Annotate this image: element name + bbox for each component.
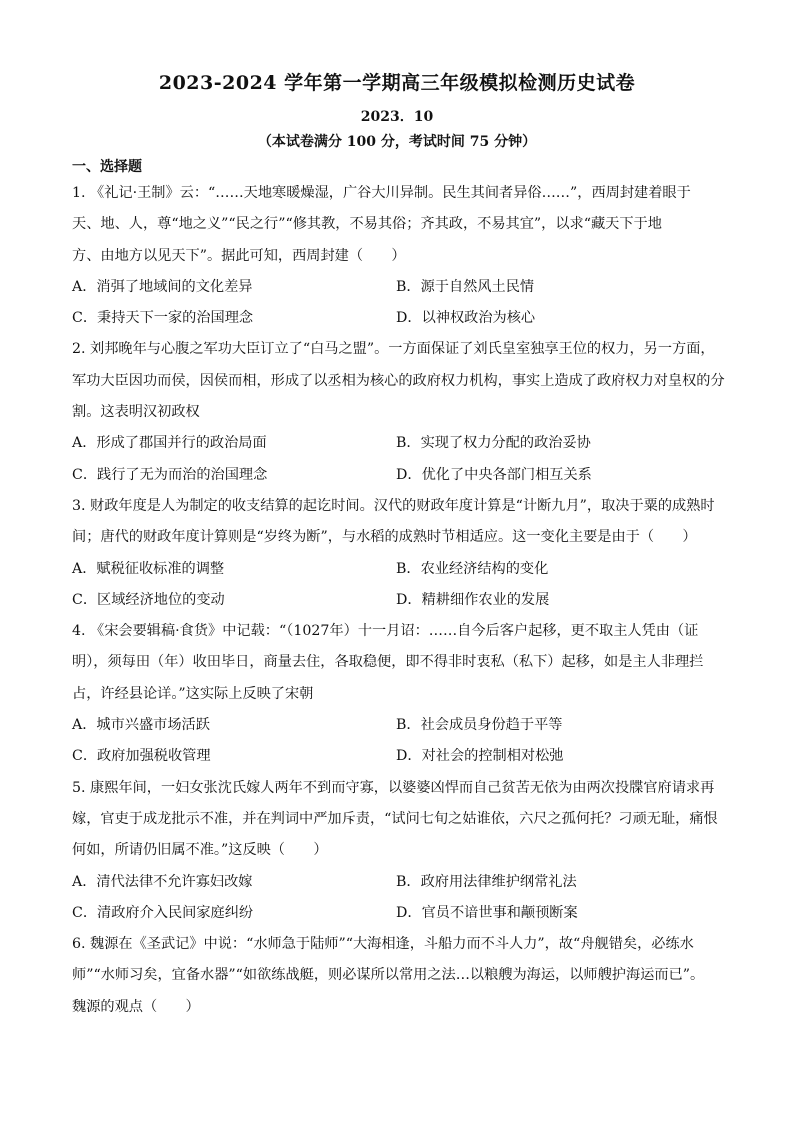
question-3-stem-line: 间；唐代的财政年度计算则是“岁终为断”，与水稻的成熟时节相适应。这一变化主要是由于（ ） xyxy=(72,529,697,546)
question-2-stem-line: 2. 刘邦晚年与心腹之军功大臣订立了“白马之盟”。一方面保证了刘氏皇室独享王位的权力，另一方面， xyxy=(72,341,715,358)
question-2-option-d[interactable]: D．优化了中央各部门相互关系 xyxy=(396,466,592,483)
question-1-options-row xyxy=(72,272,732,303)
question-3-option-d[interactable]: D．精耕细作农业的发展 xyxy=(396,591,550,608)
question-5-stem-line: 何如，所请仍旧属不准。”这反映（ ） xyxy=(72,842,328,859)
question-5-option-d[interactable]: D．官员不谙世事和颟顸断案 xyxy=(396,904,578,921)
question-2-option-b[interactable]: B．实现了权力分配的政治妥协 xyxy=(396,435,591,452)
question-2-option-a[interactable]: A．形成了郡国并行的政治局面 xyxy=(72,435,267,452)
question-1-option-a[interactable]: A．消弭了地域间的文化差异 xyxy=(72,278,253,295)
question-2 xyxy=(72,334,732,490)
question-1-stem-line: 1. 《礼记·王制》云：“……天地寒暖燥湿，广谷大川异制。民生其间者异俗……”，西周封建着眼于 xyxy=(72,185,691,201)
question-5-option-a[interactable]: A．清代法律不允许寡妇改嫁 xyxy=(72,873,253,890)
question-3-options-row xyxy=(72,554,732,585)
question-5-option-b[interactable]: B．政府用法律维护纲常礼法 xyxy=(396,873,577,890)
question-4-options-row xyxy=(72,710,732,741)
question-1-stem-line: 方、由地方以见天下”。据此可知，西周封建（ ） xyxy=(72,247,406,264)
question-5 xyxy=(72,773,732,929)
question-6-stem-line: 魏源的观点（ ） xyxy=(72,998,200,1015)
question-6-stem-line: 师”“水师习矣，宜备水器”“如欲练战艇，则必谋所以常用之法…以粮艘为海运，以师艘护海运而已”。 xyxy=(72,967,705,984)
question-4-stem-line: 占，许经县论详。”这实际上反映了宋朝 xyxy=(72,685,314,702)
question-1-option-b[interactable]: B．源于自然风土民情 xyxy=(396,278,535,295)
question-4-option-a[interactable]: A．城市兴盛市场活跃 xyxy=(72,717,210,734)
question-4 xyxy=(72,616,732,772)
section-title: 一、选择题 xyxy=(72,159,142,175)
question-1 xyxy=(72,178,732,334)
question-6 xyxy=(72,929,732,1023)
question-3-options-row xyxy=(72,585,732,616)
question-5-option-c[interactable]: C．清政府介入民间家庭纠纷 xyxy=(72,904,254,921)
question-3 xyxy=(72,491,732,616)
question-2-stem-line: 军功大臣因功而侯，因侯而相，形成了以丞相为核心的政府权力机构，事实上造成了政府权力对皇权的分 xyxy=(72,372,725,389)
question-1-option-c[interactable]: C．秉持天下一家的治国理念 xyxy=(72,310,254,327)
question-5-options-row xyxy=(72,867,732,898)
questions-container xyxy=(72,178,732,1023)
question-4-option-d[interactable]: D．对社会的控制相对松弛 xyxy=(396,748,564,765)
question-3-option-b[interactable]: B．农业经济结构的变化 xyxy=(396,560,549,577)
question-2-options-row xyxy=(72,460,732,491)
question-2-option-c[interactable]: C．践行了无为而治的治国理念 xyxy=(72,466,268,483)
question-1-options-row xyxy=(72,303,732,334)
question-1-stem-line: 天、地、人，尊“地之义”“民之行”“修其教，不易其俗；齐其政，不易其宜”，以求“藏天下于地 xyxy=(72,216,662,233)
question-3-option-c[interactable]: C．区域经济地位的变动 xyxy=(72,591,225,608)
question-5-stem-line: 嫁，官吏于成龙批示不准，并在判词中严加斥责，“试问七旬之姑谁依，六尺之孤何托？刁顽无耻，痛恨 xyxy=(72,810,718,827)
question-4-stem-line: 4. 《宋会要辑稿·食货》中记载：“（1027年）十一月诏：……自今后客户起移，更不取主人凭由（证 xyxy=(72,623,699,640)
question-1-option-d[interactable]: D．以神权政治为核心 xyxy=(396,310,536,327)
question-4-stem-line: 明），须每田（年）收田毕日，商量去住，各取稳便，即不得非时衷私（私下）起移，如是主人非理拦 xyxy=(72,654,704,671)
exam-title: 2023-2024 学年第一学期高三年级模拟检测历史试卷 xyxy=(158,72,636,94)
question-5-options-row xyxy=(72,898,732,929)
question-4-option-c[interactable]: C．政府加强税收管理 xyxy=(72,748,211,765)
exam-note: （本试卷满分 100 分，考试时间 75 分钟） xyxy=(257,134,537,150)
question-2-options-row xyxy=(72,428,732,459)
question-4-options-row xyxy=(72,741,732,772)
question-3-stem-line: 3. 财政年度是人为制定的收支结算的起讫时间。汉代的财政年度计算是“计断九月”，取决于粟的成熟时 xyxy=(72,497,715,514)
question-3-option-a[interactable]: A．赋税征收标准的调整 xyxy=(72,560,225,577)
question-6-stem-line: 6. 魏源在《圣武记》中说：“水师急于陆师”“大海相逢，斗船力而不斗人力”，故“舟舰错矣，必练水 xyxy=(72,936,694,953)
exam-date: 2023．10 xyxy=(360,109,434,125)
question-2-stem-line: 割。这表明汉初政权 xyxy=(72,404,200,421)
question-5-stem-line: 5. 康熙年间，一妇女张沈氏嫁人两年不到而守寡，以婆婆凶悍而自己贫苦无依为由两次投牒官府请求再 xyxy=(72,779,715,796)
question-4-option-b[interactable]: B．社会成员身份趋于平等 xyxy=(396,717,563,734)
